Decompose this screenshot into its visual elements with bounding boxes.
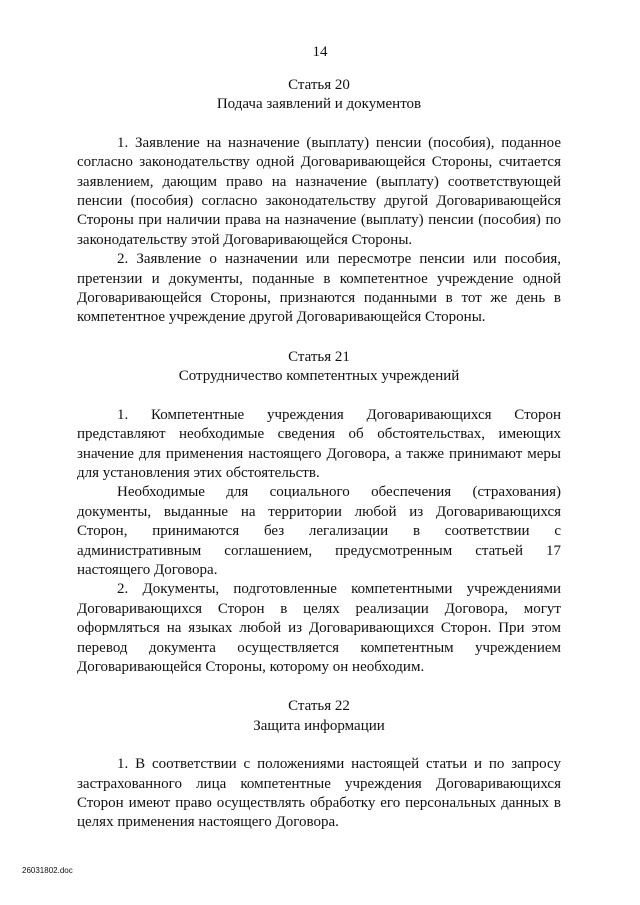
article-body bbox=[77, 134, 561, 328]
article-heading bbox=[77, 76, 561, 115]
paragraph: 2. Документы, подготовленные компетентными учреждениями Договаривающихся Сторон в целях реализации Договора, могут оформляться на языках любой из Договаривающихся Сторон. При этом перевод документа осуществляется компетентным учреждением Договаривающейся Стороны, которому он необходим. bbox=[77, 581, 561, 675]
paragraph: 1. Компетентные учреждения Договаривающихся Сторон представляют необходимые сведения об обстоятельствах, имеющих значение для применения настоящего Договора, а также принимают меры для установления этих обстоятельств. bbox=[77, 406, 561, 481]
article-21 bbox=[77, 348, 561, 678]
article-number: Статья 20 bbox=[288, 77, 350, 93]
article-title: Защита информации bbox=[253, 717, 385, 734]
article-20 bbox=[77, 76, 561, 328]
article-body bbox=[77, 755, 561, 833]
article-title: Сотрудничество компетентных учреждений bbox=[178, 368, 460, 385]
document-body bbox=[77, 76, 561, 833]
article-heading bbox=[77, 348, 561, 387]
paragraph: Необходимые для социального обеспечения (страхования) документы, выданные на территории любой из Договаривающихся Сторон, принимаются без легализации в соответствии с административным соглашением, предусмотренным статьей 17 настоящего Договора. bbox=[77, 484, 561, 578]
article-body bbox=[77, 406, 561, 678]
article-22 bbox=[77, 697, 561, 832]
paragraph: 2. Заявление о назначении или пересмотре пенсии или пособия, претензии и документы, поданные в компетентное учреждение одной Договаривающейся Стороны, признаются поданными в тот же день в компетентное учреждение другой Договаривающейся Стороны. bbox=[77, 251, 561, 326]
article-number: Статья 22 bbox=[288, 698, 350, 715]
article-heading bbox=[77, 697, 561, 736]
paragraph: 1. Заявление на назначение (выплату) пенсии (пособия), поданное согласно законодательству одной Договаривающейся Стороны, считается заявлением, дающим право на назначение (выплату) соответствующей пенсии (пособия) согласно законодательству другой Договаривающейся Стороны при наличии права на назначение (выплату) пенсии (пособия) по законодательству этой Договаривающейся Стороны. bbox=[77, 134, 561, 248]
file-name-footer: 26031802.doc bbox=[22, 866, 73, 875]
article-number: Статья 21 bbox=[288, 348, 350, 365]
page-number: 14 bbox=[312, 44, 328, 60]
paragraph: 1. В соответствии с положениями настоящей статьи и по запросу застрахованного лица компетентные учреждения Договаривающихся Сторон имеют право осуществлять обработку его персональных данных в целях применения настоящего Договора. bbox=[77, 756, 561, 831]
article-title: Подача заявлений и документов bbox=[216, 96, 422, 113]
